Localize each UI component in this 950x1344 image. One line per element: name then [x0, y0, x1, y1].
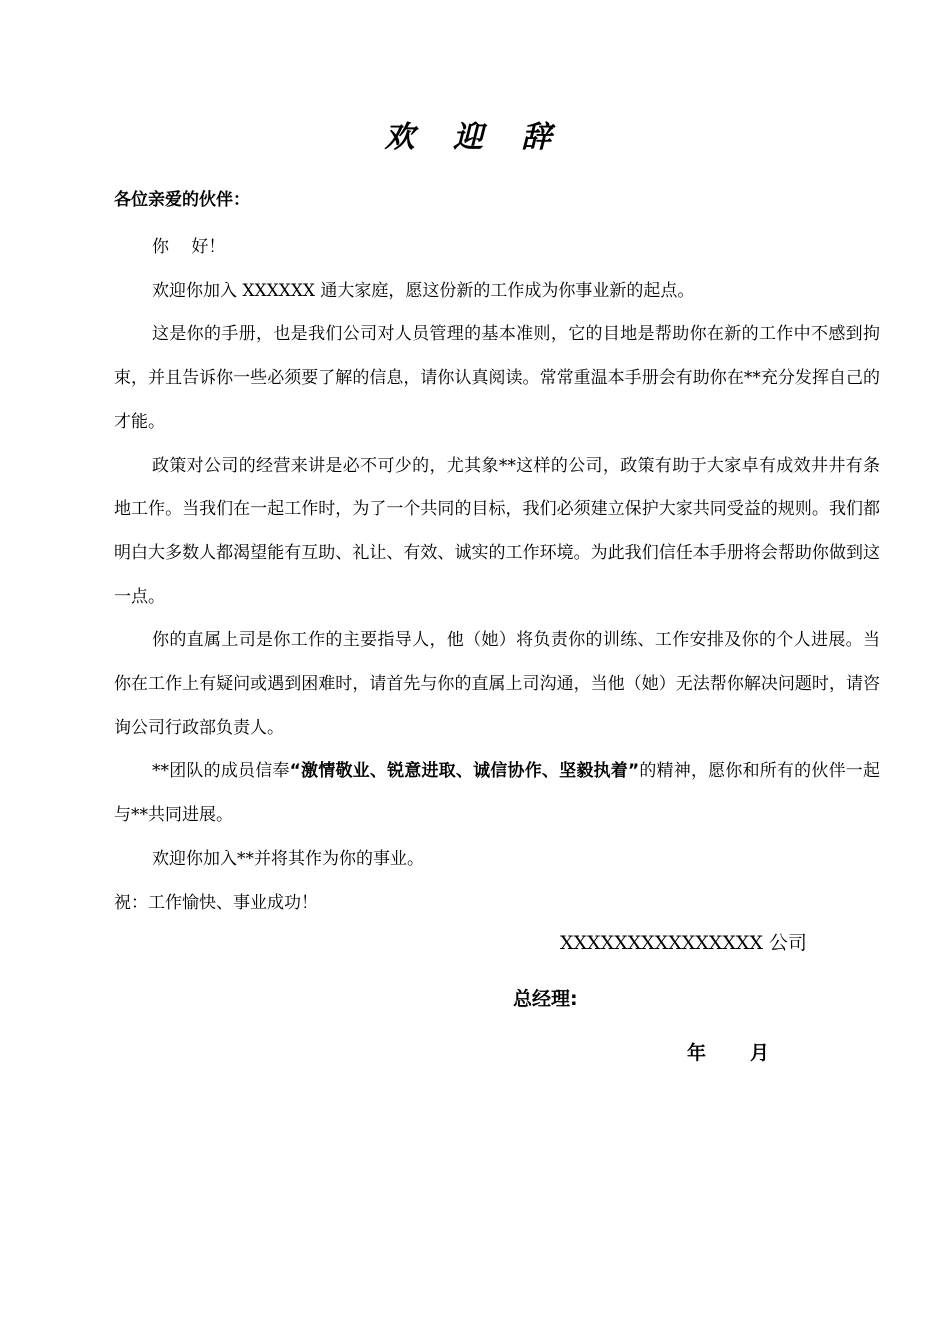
- signature-date: [687, 1038, 769, 1068]
- paragraph-handbook: 这是你的手册，也是我们公司对人员管理的基本准则，它的目地是帮助你在新的工作中不感到拘束，并且告诉你一些必须要了解的信息，请你认真阅读。常常重温本手册会有助你在**充分发挥自己的才能。: [114, 324, 880, 432]
- paragraph-supervisor: 你的直属上司是你工作的主要指导人，他（她）将负责你的训练、工作安排及你的个人进展。当你在工作上有疑问或遇到困难时，请首先与你的直属上司沟通，当他（她）无法帮你解决问题时，请咨询公司行政部负责人。: [114, 630, 880, 738]
- signature-manager: 总经理:: [513, 988, 578, 1010]
- date-year: 年: [687, 1042, 707, 1064]
- salutation: 各位亲爱的伙伴：: [114, 190, 250, 210]
- motto-lead: **团队的成员信奉: [152, 761, 290, 782]
- closing-wish: 祝：工作愉快、事业成功！: [114, 892, 318, 913]
- letter-body: [114, 226, 880, 925]
- signature-company: XXXXXXXXXXXXXXX 公司: [560, 932, 807, 954]
- date-month: 月: [750, 1042, 770, 1064]
- motto-tail: 的精神，愿你和所有的伙伴一起与**共同进展。: [114, 761, 881, 826]
- motto-text: “激情敬业、锐意进取、诚信协作、坚毅执着”: [289, 761, 640, 782]
- paragraph-welcome: 欢迎你加入 XXXXXX 通大家庭，愿这份新的工作成为你事业新的起点。: [152, 280, 695, 301]
- paragraph-welcome-career: 欢迎你加入**并将其作为你的事业。: [152, 848, 424, 869]
- paragraph-policy: 政策对公司的经营来讲是必不可少的，尤其象**这样的公司，政策有助于大家卓有成效井井有条地工作。当我们在一起工作时，为了一个共同的目标，我们必须建立保护大家共同受益的规则。我们都明白大多数人都渴望能有互助、礼让、有效、诚实的工作环境。为此我们信任本手册将会帮助你做到这一点。: [114, 455, 880, 607]
- paragraph-team-motto: [114, 750, 880, 837]
- greeting: 你 好！: [152, 237, 226, 257]
- document-title: 欢 迎 辞: [384, 120, 566, 155]
